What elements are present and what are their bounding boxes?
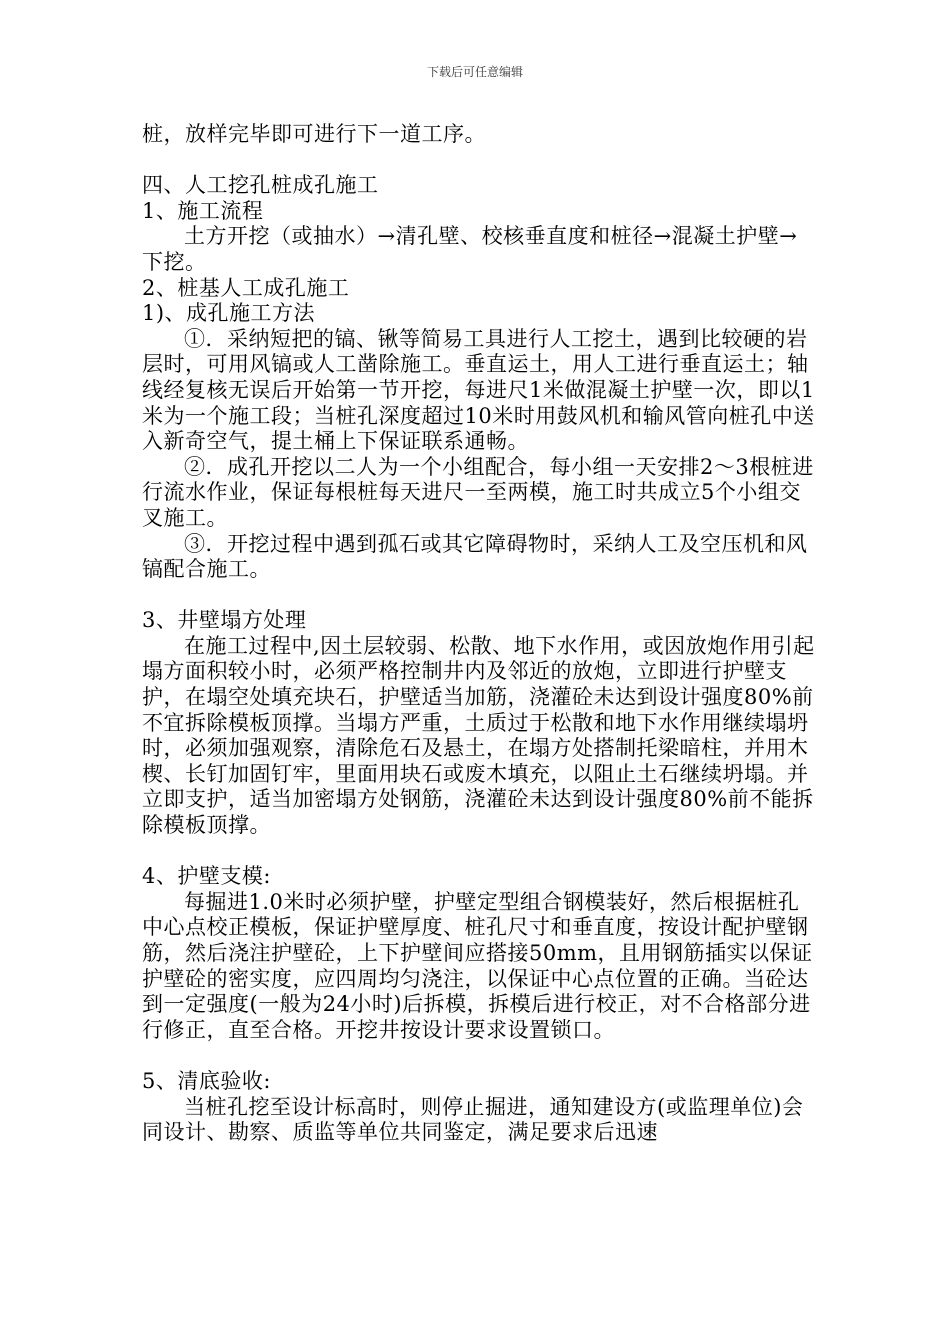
blank-line <box>142 1043 818 1069</box>
paragraph-collapse-handling: 在施工过程中,因土层较弱、松散、地下水作用，或因放炮作用引起塌方面积较小时，必须严格控制井内及邻近的放炮，立即进行护壁支护，在塌空处填充块石，护壁适当加筋，浇灌砼未达到设计强度80%前不宜拆除模板顶撑。当塌方严重，土质过于松散和地下水作用继续塌坍时，必须加强观察，清除危石及悬土，在塌方处搭制托梁暗柱，并用木楔、长钉加固钉牢，里面用块石或废木填充，以阻止土石继续坍塌。并立即支护，适当加密塌方处钢筋，浇灌砼未达到设计强度80%前不能拆除模板顶撑。 <box>142 633 815 838</box>
subheading-manual-hole-forming: 2、桩基人工成孔施工 <box>142 275 350 300</box>
subheading-bottom-inspection: 5、清底验收: <box>142 1068 271 1093</box>
subheading-construction-flow: 1、施工流程 <box>142 198 264 223</box>
section-heading-4: 四、人工挖孔桩成孔施工 <box>142 173 379 198</box>
subheading-wall-formwork: 4、护壁支模: <box>142 864 271 889</box>
paragraph-wall-formwork: 每掘进1.0米时必须护壁，护壁定型组合钢模装好，然后根据桩孔中心点校正模板，保证护壁厚度、桩孔尺寸和垂直度，按设计配护壁钢筋，然后浇注护壁砼，上下护壁间应搭接50mm，且用钢筋插实以保证护壁砼的密实度，应四周均匀浇注，以保证中心点位置的正确。当砼达到一定强度(一般为24小时)后拆模，拆模后进行校正，对不合格部分进行修正，直至合格。开挖井按设计要求设置锁口。 <box>142 889 813 1042</box>
paragraph-bottom-inspection: 当桩孔挖至设计标高时，则停止掘进，通知建设方(或监理单位)会同设计、勘察、质监等单位共同鉴定，满足要求后迅速 <box>142 1094 804 1145</box>
paragraph-continuation: 桩，放样完毕即可进行下一道工序。 <box>142 122 486 146</box>
document-body <box>142 122 818 1146</box>
paragraph-method-1: ①．采纳短把的镐、锹等简易工具进行人工挖土，遇到比较硬的岩层时，可用风镐或人工凿除施工。垂直运土，用人工进行垂直运土；轴线经复核无误后开始第一节开挖，每进尺1米做混凝土护壁一次，即以1米为一个施工段；当桩孔深度超过10米时用鼓风机和输风管向桩孔中送入新奇空气，提土桶上下保证联系通畅。 <box>142 326 815 454</box>
subheading-collapse-handling: 3、井壁塌方处理 <box>142 608 307 633</box>
blank-line <box>142 583 818 609</box>
subheading-hole-forming-method: 1)、成孔施工方法 <box>142 301 316 326</box>
blank-line <box>142 148 818 174</box>
page-header: 下载后可任意编辑 <box>426 65 523 79</box>
paragraph-method-3: ③．开挖过程中遇到孤石或其它障碍物时，采纳人工及空压机和风镐配合施工。 <box>142 531 808 582</box>
blank-line <box>142 839 818 865</box>
paragraph-method-2: ②．成孔开挖以二人为一个小组配合，每小组一天安排2～3根桩进行流水作业，保证每根桩每天进尺一至两模，施工时共成立5个小组交叉施工。 <box>142 454 814 530</box>
paragraph-construction-flow: 土方开挖（或抽水）→清孔壁、校核垂直度和桩径→混凝土护壁→下挖。 <box>142 224 798 274</box>
